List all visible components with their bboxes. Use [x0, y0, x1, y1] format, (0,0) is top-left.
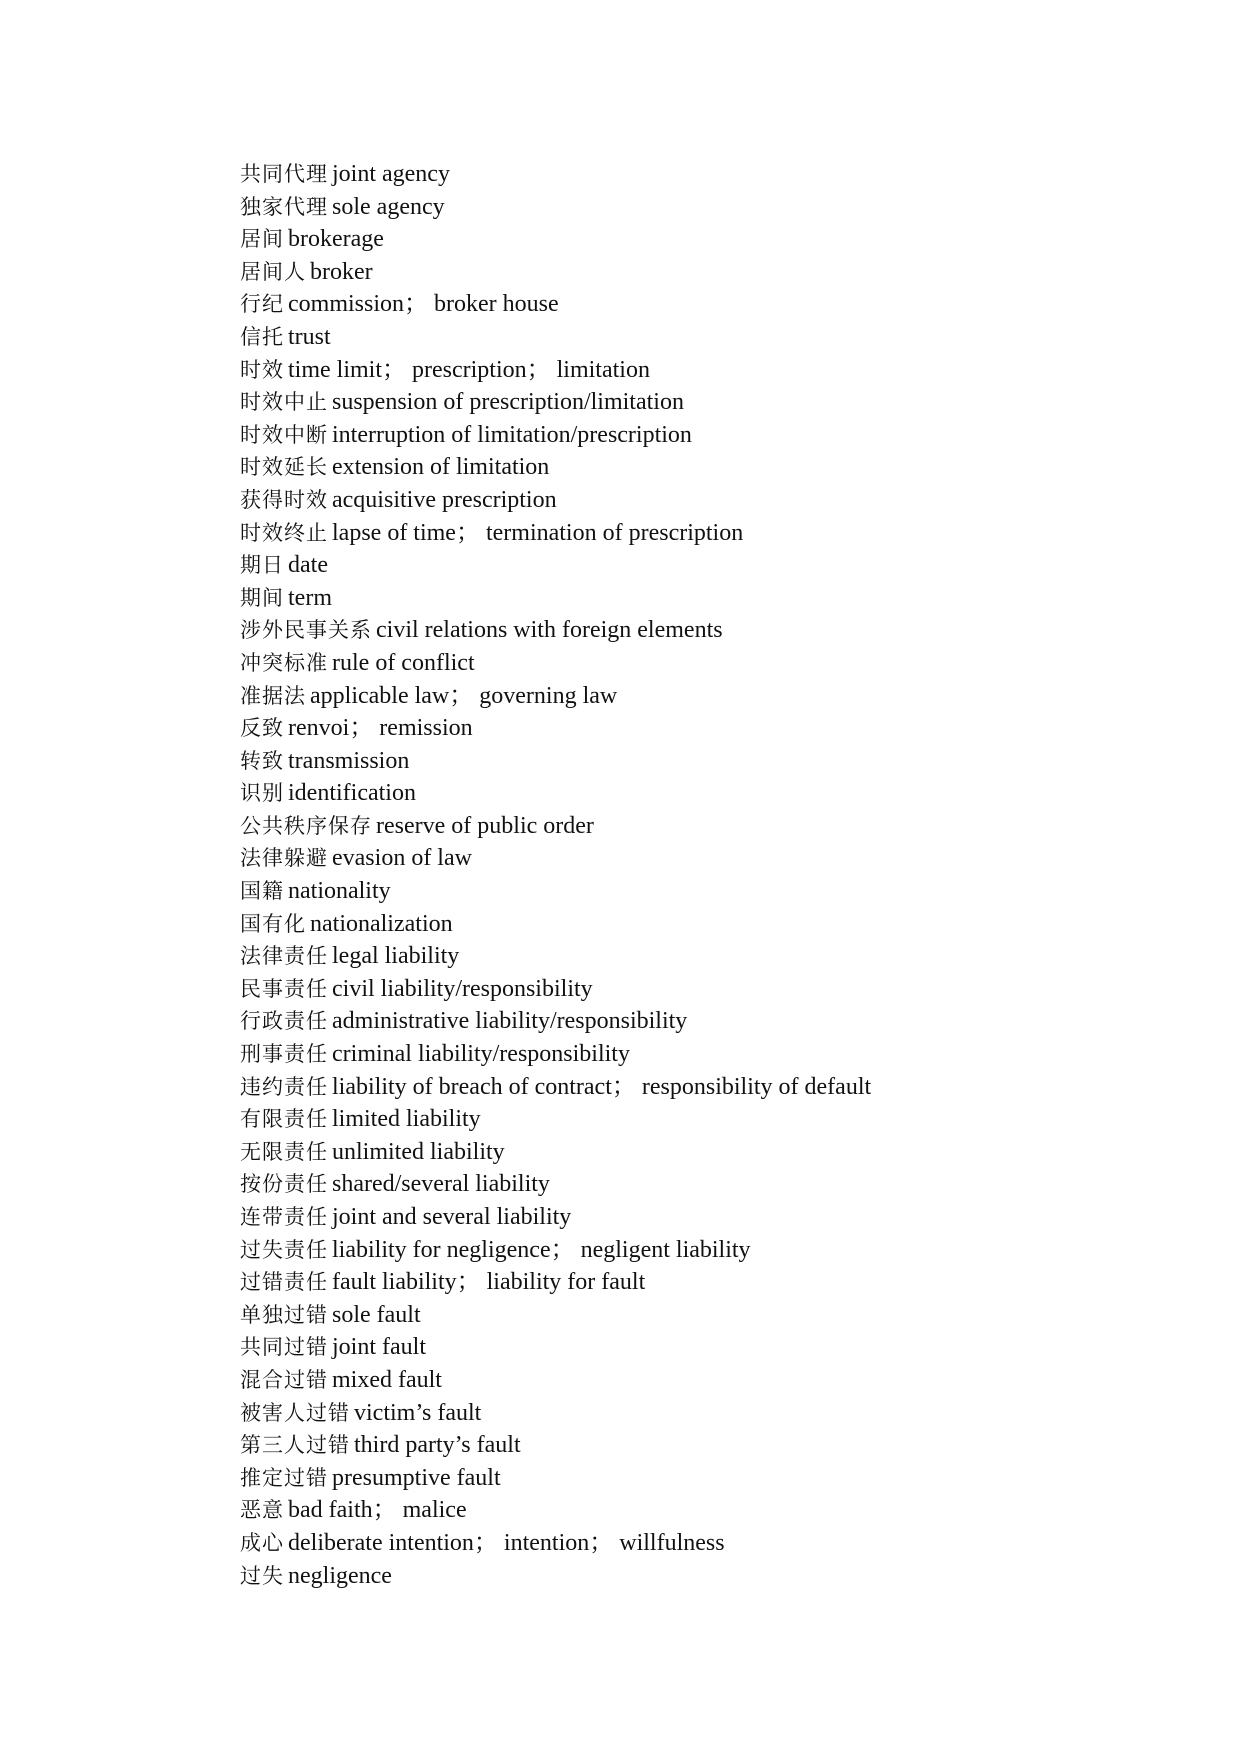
english-term: evasion of law: [332, 845, 472, 872]
english-term: transmission: [288, 747, 410, 774]
chinese-term: 共同过错: [240, 1335, 328, 1360]
chinese-term: 过失: [240, 1563, 284, 1588]
english-term: shared/several liability: [332, 1171, 550, 1198]
chinese-term: 第三人过错: [240, 1433, 350, 1458]
chinese-term: 行政责任: [240, 1009, 328, 1034]
glossary-entry: [240, 1397, 1140, 1430]
english-term: commission； broker house: [288, 291, 559, 318]
english-term: suspension of prescription/limitation: [332, 389, 684, 416]
chinese-term: 时效中断: [240, 422, 328, 447]
glossary-entry: [240, 582, 1140, 615]
english-term: identification: [288, 780, 416, 807]
english-term: liability of breach of contract； responsibility of default: [332, 1073, 872, 1100]
glossary-entry: [240, 1234, 1140, 1267]
glossary-entry: [240, 256, 1140, 289]
glossary-entry: [240, 484, 1140, 517]
english-term: negligence: [288, 1562, 392, 1589]
english-term: civil liability/responsibility: [332, 975, 593, 1002]
english-term: deliberate intention； intention； willfulness: [288, 1529, 725, 1556]
glossary-entry: [240, 321, 1140, 354]
glossary-entry: [240, 1201, 1140, 1234]
english-term: date: [288, 552, 328, 579]
chinese-term: 无限责任: [240, 1139, 328, 1164]
chinese-term: 行纪: [240, 292, 284, 317]
english-term: renvoi； remission: [288, 715, 473, 742]
glossary-entry: [240, 1103, 1140, 1136]
chinese-term: 识别: [240, 781, 284, 806]
glossary-entry: [240, 1071, 1140, 1104]
english-term: legal liability: [332, 943, 460, 970]
glossary-entry: [240, 745, 1140, 778]
english-term: third party’s fault: [354, 1432, 521, 1459]
glossary-entry: [240, 940, 1140, 973]
glossary-entry: [240, 1462, 1140, 1495]
english-term: interruption of limitation/prescription: [332, 421, 692, 448]
chinese-term: 准据法: [240, 683, 306, 708]
glossary-entry: [240, 354, 1140, 387]
english-term: extension of limitation: [332, 454, 550, 481]
glossary-entry: [240, 777, 1140, 810]
chinese-term: 期间: [240, 585, 284, 610]
glossary-entry: [240, 191, 1140, 224]
chinese-term: 违约责任: [240, 1074, 328, 1099]
english-term: trust: [288, 323, 331, 350]
english-term: presumptive fault: [332, 1464, 501, 1491]
glossary-entry: [240, 875, 1140, 908]
english-term: rule of conflict: [332, 649, 475, 676]
chinese-term: 时效延长: [240, 455, 328, 480]
glossary-entry: [240, 1331, 1140, 1364]
glossary-entry: [240, 1429, 1140, 1462]
glossary-entry: [240, 1494, 1140, 1527]
chinese-term: 共同代理: [240, 162, 328, 186]
chinese-term: 过失责任: [240, 1237, 328, 1262]
chinese-term: 混合过错: [240, 1367, 328, 1392]
glossary-entry: [240, 386, 1140, 419]
english-term: victim’s fault: [354, 1399, 482, 1426]
english-term: bad faith； malice: [288, 1497, 467, 1524]
glossary-entry: [240, 973, 1140, 1006]
chinese-term: 居间: [240, 227, 284, 252]
glossary-entry: [240, 1168, 1140, 1201]
english-term: joint and several liability: [332, 1204, 572, 1230]
chinese-term: 转致: [240, 748, 284, 773]
glossary-entry: [240, 1527, 1140, 1560]
chinese-term: 成心: [240, 1530, 284, 1555]
english-term: acquisitive prescription: [332, 486, 557, 513]
chinese-term: 公共秩序保存: [240, 813, 372, 838]
chinese-term: 刑事责任: [240, 1042, 328, 1067]
english-term: liability for negligence； negligent liability: [332, 1236, 751, 1263]
english-term: unlimited liability: [332, 1138, 505, 1165]
glossary-entry: [240, 712, 1140, 745]
chinese-term: 信托: [240, 324, 284, 349]
chinese-term: 法律躲避: [240, 846, 328, 871]
chinese-term: 居间人: [240, 259, 306, 284]
english-term: fault liability； liability for fault: [332, 1269, 646, 1296]
english-term: limited liability: [332, 1106, 481, 1133]
glossary-entry: [240, 1005, 1140, 1038]
glossary-entry: [240, 1038, 1140, 1071]
english-term: criminal liability/responsibility: [332, 1041, 630, 1068]
chinese-term: 被害人过错: [240, 1400, 350, 1425]
chinese-term: 法律责任: [240, 944, 328, 969]
english-term: civil relations with foreign elements: [376, 617, 723, 644]
glossary-entry: [240, 288, 1140, 321]
glossary-entry: [240, 1299, 1140, 1332]
chinese-term: 国籍: [240, 879, 284, 904]
english-term: administrative liability/responsibility: [332, 1008, 688, 1035]
glossary-entry: [240, 517, 1140, 550]
chinese-term: 独家代理: [240, 194, 328, 219]
chinese-term: 时效中止: [240, 390, 328, 415]
chinese-term: 时效: [240, 357, 284, 382]
glossary-entry: [240, 647, 1140, 680]
chinese-term: 时效终止: [240, 520, 328, 545]
chinese-term: 民事责任: [240, 976, 328, 1001]
chinese-term: 反致: [240, 716, 284, 741]
english-term: term: [288, 584, 332, 611]
glossary-list: [240, 158, 1140, 1592]
chinese-term: 恶意: [240, 1498, 284, 1523]
english-term: broker: [310, 258, 373, 285]
glossary-entry: [240, 549, 1140, 582]
english-term: sole agency: [332, 193, 445, 220]
english-term: sole fault: [332, 1301, 421, 1328]
english-term: nationality: [288, 878, 391, 905]
chinese-term: 期日: [240, 553, 284, 578]
glossary-entry: [240, 1560, 1140, 1593]
glossary-entry: [240, 158, 1140, 191]
chinese-term: 过错责任: [240, 1270, 328, 1295]
english-term: lapse of time； termination of prescription: [332, 519, 744, 546]
english-term: nationalization: [310, 910, 453, 937]
chinese-term: 涉外民事关系: [240, 618, 372, 643]
english-term: mixed fault: [332, 1366, 442, 1393]
chinese-term: 推定过错: [240, 1465, 328, 1490]
chinese-term: 获得时效: [240, 487, 328, 512]
english-term: time limit； prescription； limitation: [288, 356, 650, 383]
glossary-entry: [240, 223, 1140, 256]
english-term: joint agency: [332, 161, 450, 187]
english-term: applicable law； governing law: [310, 682, 618, 709]
glossary-entry: [240, 842, 1140, 875]
glossary-entry: [240, 908, 1140, 941]
glossary-entry: [240, 1364, 1140, 1397]
glossary-entry: [240, 1266, 1140, 1299]
english-term: brokerage: [288, 226, 384, 253]
glossary-entry: [240, 451, 1140, 484]
glossary-entry: [240, 1136, 1140, 1169]
chinese-term: 冲突标准: [240, 650, 328, 675]
glossary-entry: [240, 419, 1140, 452]
chinese-term: 单独过错: [240, 1302, 328, 1327]
chinese-term: 按份责任: [240, 1172, 328, 1197]
glossary-entry: [240, 810, 1140, 843]
chinese-term: 国有化: [240, 911, 306, 936]
english-term: reserve of public order: [376, 812, 594, 839]
glossary-entry: [240, 680, 1140, 713]
chinese-term: 有限责任: [240, 1107, 328, 1132]
chinese-term: 连带责任: [240, 1205, 328, 1229]
english-term: joint fault: [332, 1334, 426, 1361]
glossary-entry: [240, 614, 1140, 647]
